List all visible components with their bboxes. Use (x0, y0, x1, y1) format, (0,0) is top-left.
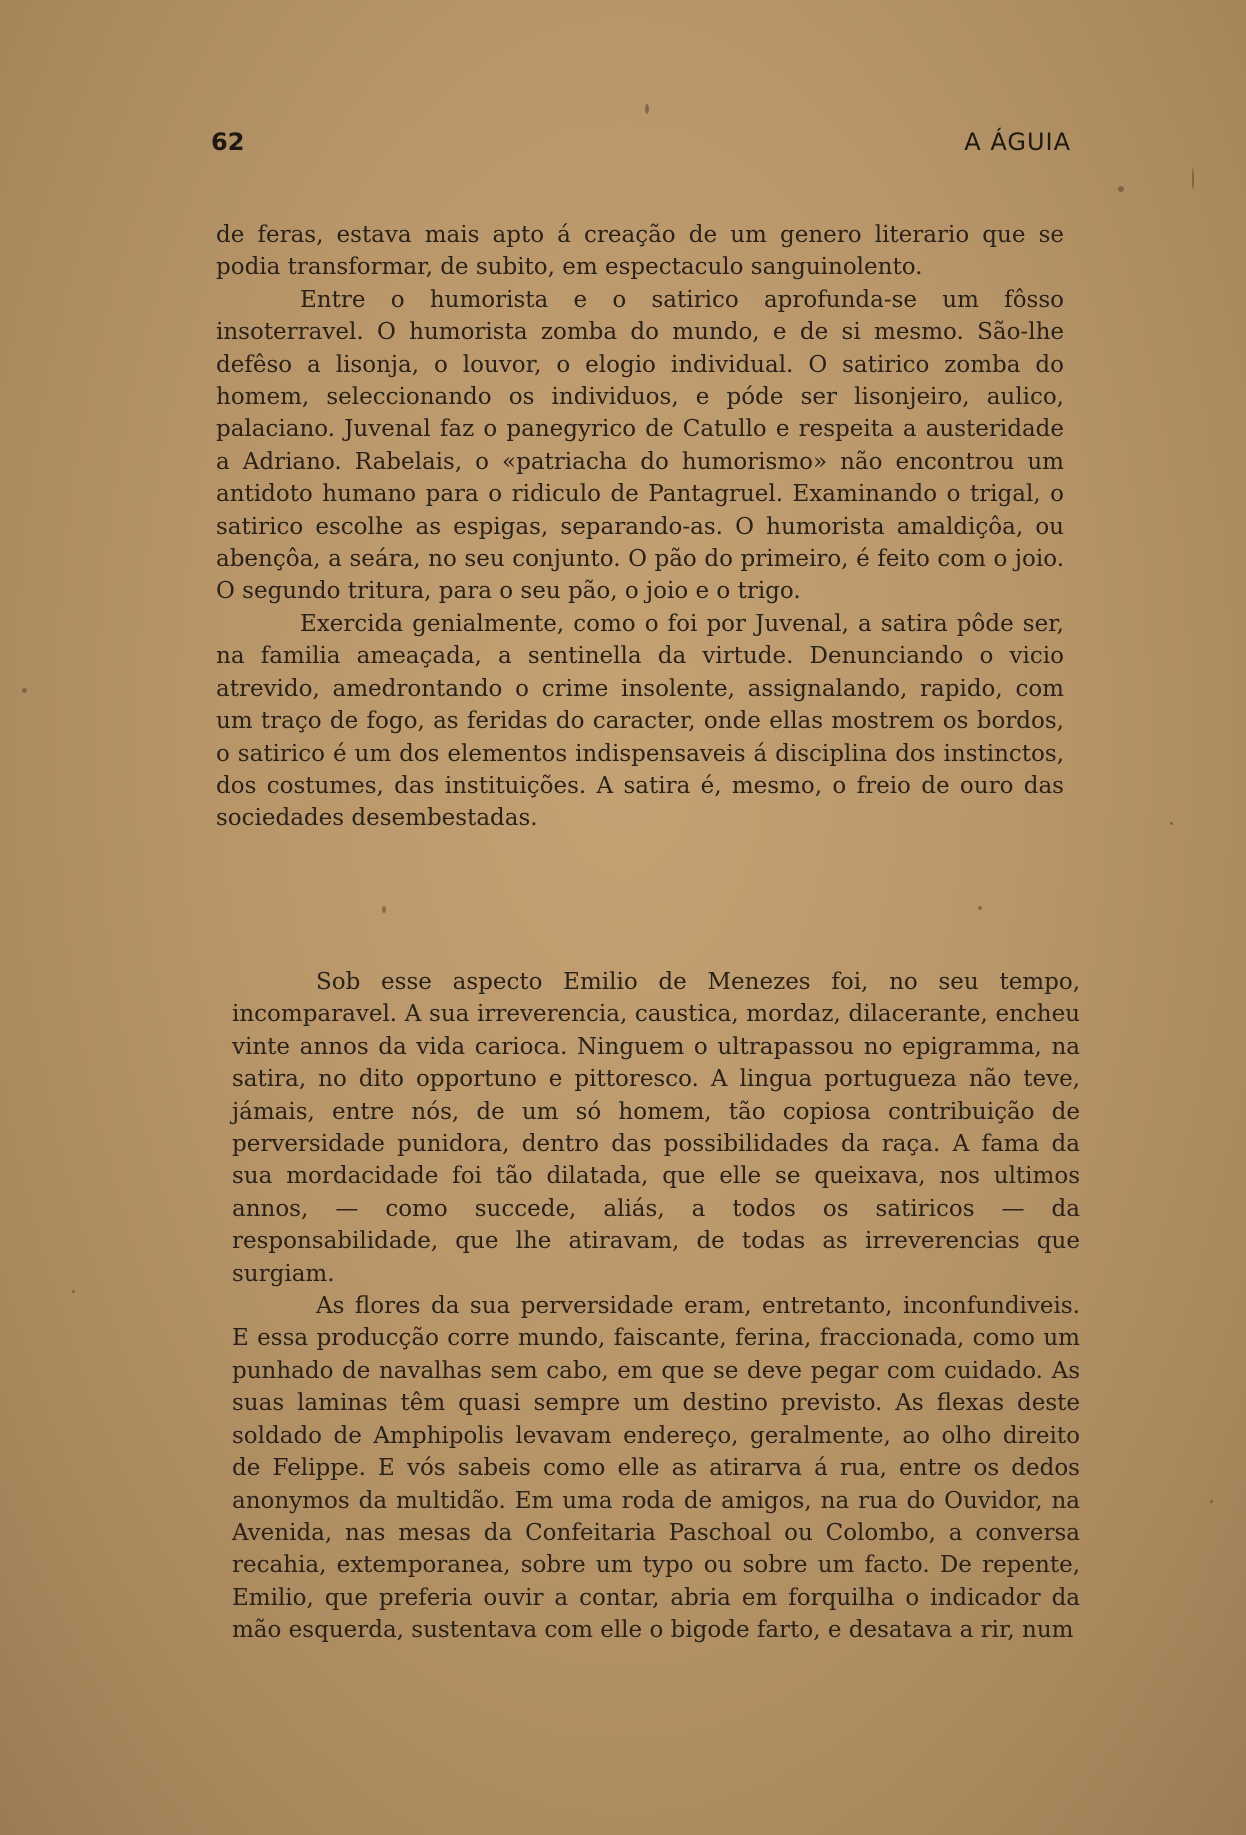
print-speck (382, 906, 386, 913)
print-speck (1118, 186, 1124, 192)
print-speck (22, 688, 27, 693)
print-speck (978, 906, 982, 910)
running-title: A ÁGUIA (964, 128, 1071, 156)
print-speck (1192, 168, 1194, 190)
paragraph: Exercida genialmente, como o foi por Juvenal, a satira pôde ser, na familia ameaçada, a sentinella da virtude. Denunciando o vicio atrevido, amedrontando o crime insolente, assignalando, rapido, com um traço de fogo, as feridas do caracter, onde ellas mostrem os bordos, o satirico é um dos elementos indispensaveis á disciplina dos instinctos, dos costumes, das instituições. A satira é, mesmo, o freio de ouro das sociedades desembestadas. (216, 610, 1064, 832)
paragraph: As flores da sua perversidade eram, entretanto, inconfundiveis. E essa producção corre mundo, faiscante, ferina, fraccionada, como um punhado de navalhas sem cabo, em que se deve pegar com cuidado. As suas laminas têm quasi sempre um destino previsto. As flexas deste soldado de Amphipolis levavam endereço, geralmente, ao olho direito de Felippe. E vós sabeis como elle as atirarva á rua, entre os dedos anonymos da multidão. Em uma roda de amigos, na rua do Ouvidor, na Avenida, nas mesas da Confeitaria Paschoal ou Colombo, a conversa recahia, extemporanea, sobre um typo ou sobre um facto. De repente, Emilio, que preferia ouvir a contar, abria em forquilha o indicador da mão esquerda, sustentava com elle o bigode farto, e desatava a rir, num (232, 1293, 1080, 1644)
page-number: 62 (211, 128, 245, 156)
paragraph: Entre o humorista e o satirico aprofunda-se um fôsso insoterravel. O humorista zomba do mundo, e de si mesmo. São-lhe defêso a lisonja, o louvor, o elogio individual. O satirico zomba do homem, seleccionando os individuos, e póde ser lisonjeiro, aulico, palaciano. Juvenal faz o panegyrico de Catullo e respeita a austeridade a Adriano. Rabelais, o «patriacha do humorismo» não encontrou um antidoto humano para o ridiculo de Pantagruel. Examinando o trigal, o satirico escolhe as espigas, separando-as. O humorista amaldiçôa, ou abençôa, a seára, no seu conjunto. O pão do primeiro, é feito com o joio. O segundo tritura, para o seu pão, o joio e o trigo. (216, 286, 1064, 605)
print-speck (1170, 822, 1173, 825)
print-speck (1210, 1500, 1213, 1503)
print-speck (72, 1290, 75, 1293)
paragraph: Sob esse aspecto Emilio de Menezes foi, no seu tempo, incomparavel. A sua irreverencia, caustica, mordaz, dilacerante, encheu vinte annos da vida carioca. Ninguem o ultrapassou no epigramma, na satira, no dito opportuno e pittoresco. A lingua portugueza não teve, jámais, entre nós, de um só homem, tão copiosa contribuição de perversidade punidora, dentro das possibilidades da raça. A fama da sua mordacidade foi tão dilatada, que elle se queixava, nos ultimos annos, — como succede, aliás, a todos os satiricos — da responsabilidade, que lhe atiravam, de todas as irreverencias que surgiam. (232, 969, 1080, 1287)
page-header (211, 128, 1071, 162)
text-section-2 (232, 966, 1080, 1647)
paragraph: de feras, estava mais apto á creação de um genero literario que se podia transformar, de subito, em espectaculo sanguinolento. (216, 222, 1064, 281)
text-section-1 (216, 219, 1064, 835)
print-speck (645, 104, 649, 114)
